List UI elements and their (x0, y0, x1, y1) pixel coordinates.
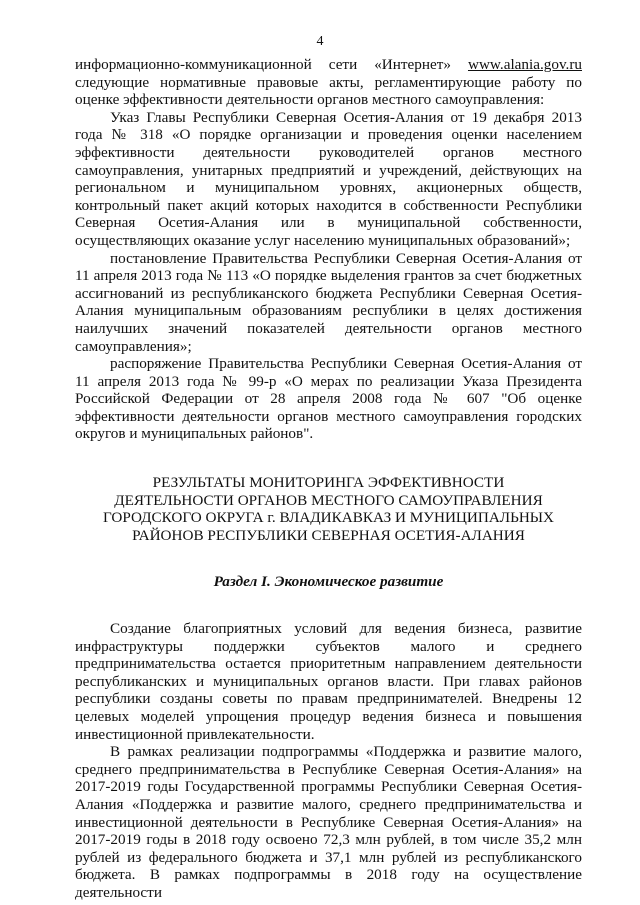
intro-text-end: следующие нормативные правовые акты, регламентирующие работу по оценке эффективности деятельности органов местного самоуправления: (75, 73, 582, 109)
act-resolution: постановление Правительства Республики Северная Осетия-Алания от 11 апреля 2013 года № 113 «О порядке выделения грантов за счет бюджетных ассигнований из республиканского бюджета Республики Северная Осетия-Алания муниципальным образованиям республики в целях достижения наилучших значений показателей деятельности органов местного самоуправления»; (75, 249, 582, 355)
page-number: 4 (316, 34, 324, 49)
intro-text-start: информационно-коммуникационной сети «Интернет» (75, 56, 468, 73)
act-decree: Указ Главы Республики Северная Осетия-Алания от 19 декабря 2013 года № 318 «О порядке организации и проведения оценки населением эффективности деятельности руководителей органов местного самоуправления, унитарных предприятий и учреждений, действующих на региональном и муниципальном уровнях, акционерных обществ, контрольный пакет акций которых находится в собственности Республики Северная Осетия-Алания или в муниципальной собственности, осуществляющих оказание услуг населению муниципальных образований»; (75, 108, 582, 249)
heading-line: ДЕЯТЕЛЬНОСТИ ОРГАНОВ МЕСТНОГО САМОУПРАВЛЕНИЯ (114, 491, 543, 509)
heading-line: РАЙОНОВ РЕСПУБЛИКИ СЕВЕРНАЯ ОСЕТИЯ-АЛАНИЯ (132, 526, 525, 544)
document-body (75, 56, 582, 902)
intro-paragraph (75, 56, 582, 109)
heading-line: РЕЗУЛЬТАТЫ МОНИТОРИНГА ЭФФЕКТИВНОСТИ (152, 474, 505, 492)
subprogram-paragraph: В рамках реализации подпрограммы «Поддержка и развитие малого, среднего предпринимательства в Республике Северная Осетия-Алания» на 2017-2019 годы Государственной программы Республики Северная Осетия-Алания «Поддержка и развитие малого, среднего предпринимательства и инвестиционной деятельности в Республике Северная Осетия-Алания» на 2017-2019 годы в 2018 году освоено 72,3 млн рублей, в том числе 35,2 млн рублей из федерального бюджета и 37,1 млн рублей из республиканского бюджета. В рамках подпрограммы в 2018 году на осуществление деятельности (75, 743, 582, 901)
act-order: распоряжение Правительства Республики Северная Осетия-Алания от 11 апреля 2013 года № 99-р «О мерах по реализации Указа Президента Российской Федерации от 28 апреля 2008 года № 607 "Об оценке эффективности деятельности органов местного самоуправления городских округов и муниципальных районов". (75, 355, 582, 443)
business-conditions-paragraph: Создание благоприятных условий для ведения бизнеса, развитие инфраструктуры поддержки субъектов малого и среднего предпринимательства остается приоритетным направлением деятельности республиканских и муниципальных органов власти. При главах районов республики созданы советы по правам предпринимателей. Внедрены 12 целевых моделей упрощения процедур ведения бизнеса и повышения инвестиционной привлекательности. (75, 620, 582, 743)
website-link[interactable]: www.alania.gov.ru (467, 56, 582, 73)
heading-line: ГОРОДСКОГО ОКРУГА г. ВЛАДИКАВКАЗ И МУНИЦИПАЛЬНЫХ (102, 509, 555, 527)
section-title: Раздел I. Экономическое развитие (213, 573, 444, 591)
monitoring-results-heading (75, 474, 582, 544)
